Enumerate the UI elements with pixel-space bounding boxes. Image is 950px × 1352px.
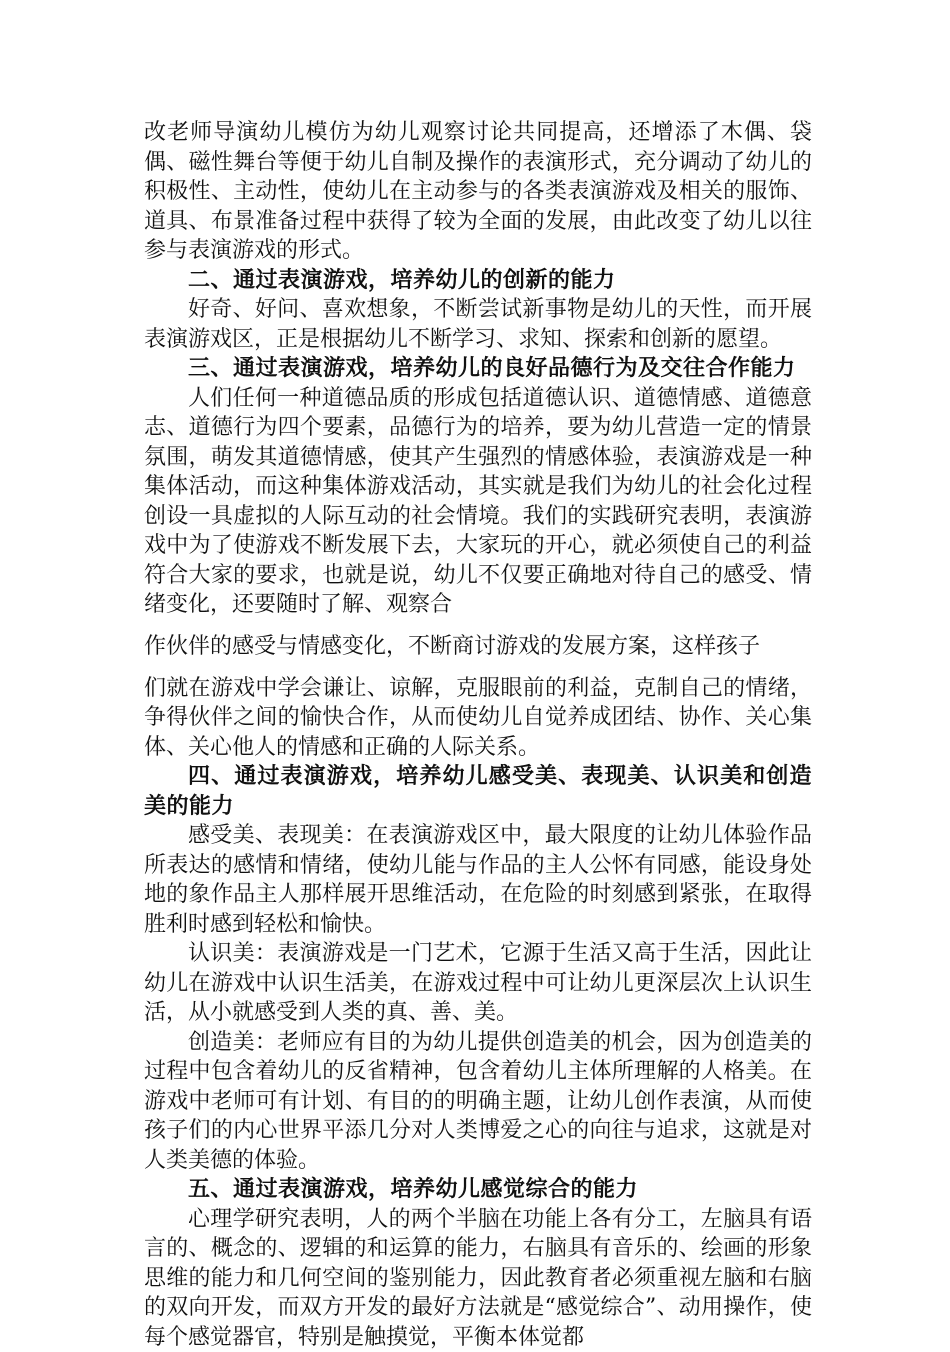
paragraph-intro-continued: 改老师导演幼儿模仿为幼儿观察讨论共同提高，还增添了木偶、袋偶、磁性舞台等便于幼儿自制及操作的表演形式，充分调动了幼儿的积极性、主动性，使幼儿在主动参与的各类表演游戏及相关的服饰、道具、布景准备过程中获得了较为全面的发展，由此改变了幼儿以往参与表演游戏的形式。	[144, 118, 812, 266]
paragraph-section-3-part-c: 们就在游戏中学会谦让、谅解，克服眼前的利益，克制自己的情绪，争得伙伴之间的愉快合作，从而使幼儿自觉养成团结、协作、关心集体、关心他人的情感和正确的人际关系。	[144, 666, 812, 763]
section-heading-4: 四、通过表演游戏，培养幼儿感受美、表现美、认识美和创造美的能力	[144, 762, 812, 821]
paragraph-section-4-create: 创造美：老师应有目的为幼儿提供创造美的机会，因为创造美的过程中包含着幼儿的反省精神，包含着幼儿主体所理解的人格美。在游戏中老师可有计划、有目的的明确主题，让幼儿创作表演，从而使孩子们的内心世界平添几分对人类博爱之心的向往与追求，这就是对人类美德的体验。	[144, 1028, 812, 1176]
section-heading-5: 五、通过表演游戏，培养幼儿感觉综合的能力	[144, 1175, 812, 1205]
section-heading-2: 二、通过表演游戏，培养幼儿的创新的能力	[144, 266, 812, 296]
document-body	[144, 118, 812, 1352]
paragraph-section-4-recognize: 认识美：表演游戏是一门艺术，它源于生活又高于生活，因此让幼儿在游戏中认识生活美，在游戏过程中可让幼儿更深层次上认识生活，从小就感受到人类的真、善、美。	[144, 939, 812, 1028]
paragraph-section-2: 好奇、好问、喜欢想象，不断尝试新事物是幼儿的天性，而开展表演游戏区，正是根据幼儿不断学习、求知、探索和创新的愿望。	[144, 295, 812, 354]
paragraph-section-5: 心理学研究表明，人的两个半脑在功能上各有分工，左脑具有语言的、概念的、逻辑的和运算的能力，右脑具有音乐的、绘画的形象思维的能力和几何空间的鉴别能力，因此教育者必须重视左脑和右脑的双向开发，而双方开发的最好方法就是“感觉综合”、动用操作，使每个感觉器官，特别是触摸觉，平衡本体觉都	[144, 1205, 812, 1352]
paragraph-section-3-part-a: 人们任何一种道德品质的形成包括道德认识、道德情感、道德意志、道德行为四个要素，品德行为的培养，要为幼儿营造一定的情景氛围，萌发其道德情感，使其产生强烈的情感体验，表演游戏是一种集体活动，而这种集体游戏活动，其实就是我们为幼儿的社会化过程创设一具虚拟的人际互动的社会情境。我们的实践研究表明，表演游戏中为了使游戏不断发展下去，大家玩的开心，就必须使自己的利益符合大家的要求，也就是说，幼儿不仅要正确地对待自己的感受、情绪变化，还要随时了解、观察合	[144, 384, 812, 620]
paragraph-section-4-feel-express: 感受美、表现美：在表演游戏区中，最大限度的让幼儿体验作品所表达的感情和情绪，使幼儿能与作品的主人公怀有同感，能设身处地的象作品主人那样展开思维活动，在危险的时刻感到紧张，在取得胜利时感到轻松和愉快。	[144, 821, 812, 939]
paragraph-section-3-part-b: 作伙伴的感受与情感变化，不断商讨游戏的发展方案，这样孩子	[144, 620, 812, 666]
section-heading-3: 三、通过表演游戏，培养幼儿的良好品德行为及交往合作能力	[144, 354, 812, 384]
